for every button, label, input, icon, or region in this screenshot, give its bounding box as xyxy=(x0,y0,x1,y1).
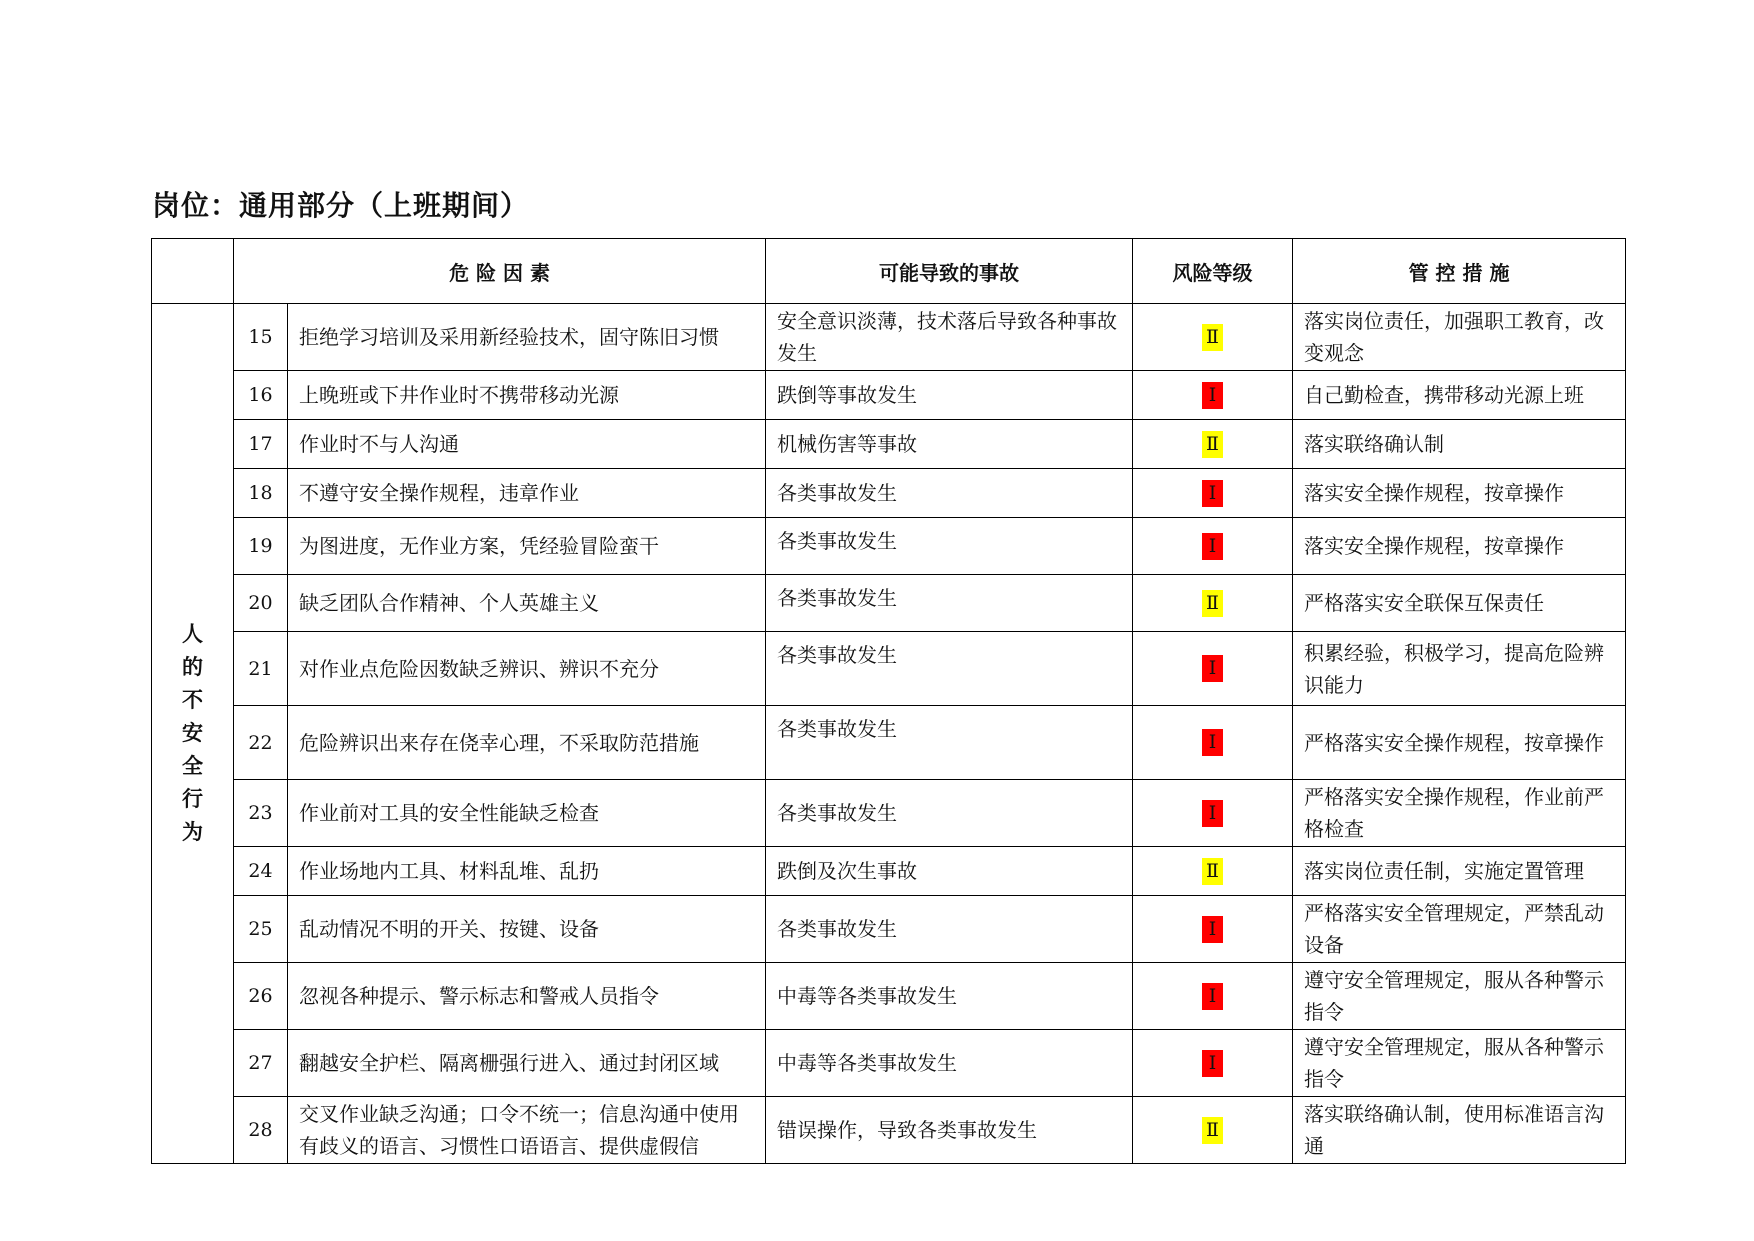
risk-level-badge: Ⅰ xyxy=(1202,983,1223,1010)
category-char: 安 xyxy=(182,721,203,745)
row-number: 21 xyxy=(234,632,288,706)
measure-cell: 遵守安全管理规定，服从各种警示指令 xyxy=(1293,1030,1626,1097)
risk-level-cell xyxy=(1133,706,1293,780)
risk-level-badge: Ⅰ xyxy=(1202,1050,1223,1077)
table-row xyxy=(152,304,1626,371)
risk-level-badge: Ⅱ xyxy=(1202,324,1223,351)
row-number: 22 xyxy=(234,706,288,780)
category-char: 人 xyxy=(182,622,203,646)
header-accident: 可能导致的事故 xyxy=(766,239,1133,304)
row-number: 23 xyxy=(234,780,288,847)
hazard-cell: 作业时不与人沟通 xyxy=(288,420,766,469)
table-row xyxy=(152,706,1626,780)
measure-cell: 严格落实安全操作规程，作业前严格检查 xyxy=(1293,780,1626,847)
risk-level-cell xyxy=(1133,1097,1293,1164)
measure-cell: 自己勤检查，携带移动光源上班 xyxy=(1293,371,1626,420)
risk-level-badge: Ⅰ xyxy=(1202,533,1223,560)
hazard-cell: 对作业点危险因数缺乏辨识、辨识不充分 xyxy=(288,632,766,706)
row-number: 26 xyxy=(234,963,288,1030)
risk-level-badge: Ⅱ xyxy=(1202,1117,1223,1144)
accident-cell: 各类事故发生 xyxy=(766,780,1133,847)
row-number: 15 xyxy=(234,304,288,371)
accident-cell: 中毒等各类事故发生 xyxy=(766,963,1133,1030)
measure-cell: 落实联络确认制 xyxy=(1293,420,1626,469)
risk-level-cell xyxy=(1133,371,1293,420)
risk-level-cell xyxy=(1133,896,1293,963)
hazard-cell: 作业场地内工具、材料乱堆、乱扔 xyxy=(288,847,766,896)
measure-cell: 落实岗位责任制，实施定置管理 xyxy=(1293,847,1626,896)
accident-cell: 跌倒及次生事故 xyxy=(766,847,1133,896)
table-row xyxy=(152,518,1626,575)
risk-level-badge: Ⅱ xyxy=(1202,431,1223,458)
risk-level-cell xyxy=(1133,632,1293,706)
table-row xyxy=(152,780,1626,847)
accident-cell: 机械伤害等事故 xyxy=(766,420,1133,469)
risk-level-cell xyxy=(1133,1030,1293,1097)
hazard-cell: 上晚班或下井作业时不携带移动光源 xyxy=(288,371,766,420)
category-char: 不 xyxy=(182,688,203,712)
accident-cell: 各类事故发生 xyxy=(766,518,1133,575)
category-char: 的 xyxy=(182,655,203,679)
accident-cell: 错误操作，导致各类事故发生 xyxy=(766,1097,1133,1164)
category-cell xyxy=(152,304,234,1164)
accident-cell: 中毒等各类事故发生 xyxy=(766,1030,1133,1097)
row-number: 16 xyxy=(234,371,288,420)
row-number: 24 xyxy=(234,847,288,896)
table-row xyxy=(152,1097,1626,1164)
risk-level-cell xyxy=(1133,420,1293,469)
hazard-cell: 为图进度，无作业方案，凭经验冒险蛮干 xyxy=(288,518,766,575)
risk-level-badge: Ⅱ xyxy=(1202,590,1223,617)
risk-level-badge: Ⅰ xyxy=(1202,382,1223,409)
table-row xyxy=(152,632,1626,706)
accident-cell: 跌倒等事故发生 xyxy=(766,371,1133,420)
measure-cell: 落实安全操作规程，按章操作 xyxy=(1293,518,1626,575)
accident-cell: 安全意识淡薄，技术落后导致各种事故发生 xyxy=(766,304,1133,371)
row-number: 17 xyxy=(234,420,288,469)
risk-level-badge: Ⅱ xyxy=(1202,858,1223,885)
risk-level-cell xyxy=(1133,847,1293,896)
row-number: 19 xyxy=(234,518,288,575)
row-number: 18 xyxy=(234,469,288,518)
hazard-cell: 不遵守安全操作规程，违章作业 xyxy=(288,469,766,518)
row-number: 25 xyxy=(234,896,288,963)
table-row xyxy=(152,469,1626,518)
measure-cell: 落实安全操作规程，按章操作 xyxy=(1293,469,1626,518)
hazard-cell: 忽视各种提示、警示标志和警戒人员指令 xyxy=(288,963,766,1030)
header-risk-level: 风险等级 xyxy=(1133,239,1293,304)
accident-cell: 各类事故发生 xyxy=(766,469,1133,518)
measure-cell: 落实联络确认制，使用标准语言沟通 xyxy=(1293,1097,1626,1164)
row-number: 27 xyxy=(234,1030,288,1097)
measure-cell: 遵守安全管理规定，服从各种警示指令 xyxy=(1293,963,1626,1030)
hazard-cell: 拒绝学习培训及采用新经验技术，固守陈旧习惯 xyxy=(288,304,766,371)
row-number: 28 xyxy=(234,1097,288,1164)
risk-level-cell xyxy=(1133,469,1293,518)
table-row xyxy=(152,371,1626,420)
measure-cell: 积累经验，积极学习，提高危险辨识能力 xyxy=(1293,632,1626,706)
hazard-cell: 作业前对工具的安全性能缺乏检查 xyxy=(288,780,766,847)
page-title: 岗位：通用部分（上班期间） xyxy=(152,189,530,222)
risk-level-cell xyxy=(1133,575,1293,632)
table-row xyxy=(152,847,1626,896)
category-char: 行 xyxy=(182,787,203,811)
measure-cell: 严格落实安全管理规定，严禁乱动设备 xyxy=(1293,896,1626,963)
risk-table xyxy=(151,238,1626,1164)
risk-level-cell xyxy=(1133,780,1293,847)
hazard-cell: 乱动情况不明的开关、按键、设备 xyxy=(288,896,766,963)
risk-level-badge: Ⅰ xyxy=(1202,655,1223,682)
category-char: 为 xyxy=(182,820,203,844)
hazard-cell: 交叉作业缺乏沟通；口令不统一；信息沟通中使用有歧义的语言、习惯性口语语言、提供虚假信 xyxy=(288,1097,766,1164)
risk-level-badge: Ⅰ xyxy=(1202,729,1223,756)
accident-cell: 各类事故发生 xyxy=(766,896,1133,963)
table-row xyxy=(152,896,1626,963)
accident-cell: 各类事故发生 xyxy=(766,706,1133,780)
header-measures: 管 控 措 施 xyxy=(1293,239,1626,304)
header-row xyxy=(152,239,1626,304)
table-row xyxy=(152,420,1626,469)
hazard-cell: 危险辨识出来存在侥幸心理，不采取防范措施 xyxy=(288,706,766,780)
header-category xyxy=(152,239,234,304)
table-row xyxy=(152,575,1626,632)
table-row xyxy=(152,963,1626,1030)
row-number: 20 xyxy=(234,575,288,632)
risk-level-badge: Ⅰ xyxy=(1202,916,1223,943)
hazard-cell: 翻越安全护栏、隔离栅强行进入、通过封闭区域 xyxy=(288,1030,766,1097)
measure-cell: 落实岗位责任，加强职工教育，改变观念 xyxy=(1293,304,1626,371)
measure-cell: 严格落实安全联保互保责任 xyxy=(1293,575,1626,632)
risk-level-badge: Ⅰ xyxy=(1202,800,1223,827)
risk-level-cell xyxy=(1133,518,1293,575)
header-hazard: 危 险 因 素 xyxy=(234,239,766,304)
risk-level-badge: Ⅰ xyxy=(1202,480,1223,507)
table-row xyxy=(152,1030,1626,1097)
accident-cell: 各类事故发生 xyxy=(766,575,1133,632)
category-char: 全 xyxy=(182,754,203,778)
risk-level-cell xyxy=(1133,963,1293,1030)
measure-cell: 严格落实安全操作规程，按章操作 xyxy=(1293,706,1626,780)
hazard-cell: 缺乏团队合作精神、个人英雄主义 xyxy=(288,575,766,632)
accident-cell: 各类事故发生 xyxy=(766,632,1133,706)
risk-level-cell xyxy=(1133,304,1293,371)
